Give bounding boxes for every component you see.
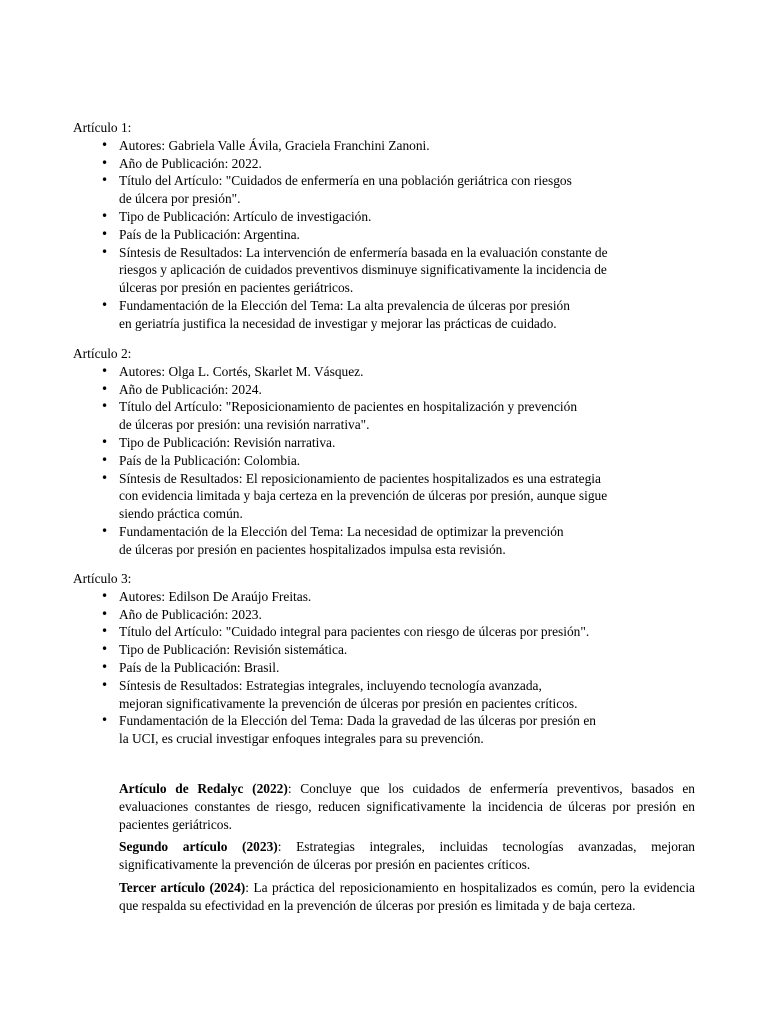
summary-paragraph: Tercer artículo (2024): La práctica del reposicionamiento en hospitalizados es común, pero la evidencia que respalda su efectividad en la prevención de úlceras por presión es limitada y de baja certeza. xyxy=(119,879,695,913)
list-item: • Tipo de Publicación: Revisión narrativa. xyxy=(73,434,693,452)
list-item: • Año de Publicación: 2024. xyxy=(73,381,693,399)
summary-paragraph: Artículo de Redalyc (2022): Concluye que los cuidados de enfermería preventivos, basados en evaluaciones constantes de riesgo, reducen significativamente la incidencia de úlceras por presión en pacientes geriátricos. xyxy=(119,781,695,832)
list-item: • Síntesis de Resultados: El reposicionamiento de pacientes hospitalizados es una estrategia con evidencia limitada y baja certeza en la prevención de úlceras por presión, aunque sigue siendo práctica común. xyxy=(73,470,693,523)
list-item: • Fundamentación de la Elección del Tema: La alta prevalencia de úlceras por presión en geriatría justifica la necesidad de investigar y mejorar las prácticas de cuidado. xyxy=(73,297,693,333)
summary-label: Tercer artículo (2024) xyxy=(119,879,246,895)
article-heading: Artículo 2: xyxy=(73,346,132,361)
article-1 xyxy=(73,119,693,333)
list-item: • Autores: Olga L. Cortés, Skarlet M. Vásquez. xyxy=(73,363,693,381)
summary-paragraph: Segundo artículo (2023): Estrategias integrales, incluidas tecnologías avanzadas, mejoran significativamente la prevención de úlceras por presión en pacientes críticos. xyxy=(119,839,695,873)
article-details-list xyxy=(73,137,693,333)
article-details-list xyxy=(73,363,693,559)
list-item: • Fundamentación de la Elección del Tema: La necesidad de optimizar la prevención de úlceras por presión en pacientes hospitalizados impulsa esta revisión. xyxy=(73,523,693,559)
list-item: • País de la Publicación: Colombia. xyxy=(73,452,693,470)
list-item: • Título del Artículo: "Reposicionamiento de pacientes en hospitalización y prevención de úlceras por presión: una revisión narrativa". xyxy=(73,398,693,434)
list-item: • Fundamentación de la Elección del Tema: Dada la gravedad de las úlceras por presión en la UCI, es crucial investigar enfoques integrales para su prevención. xyxy=(73,712,693,748)
list-item: • Año de Publicación: 2022. xyxy=(73,155,693,173)
article-3 xyxy=(73,570,693,748)
list-item: • Tipo de Publicación: Artículo de investigación. xyxy=(73,208,693,226)
article-heading: Artículo 1: xyxy=(73,120,132,135)
list-item: • Año de Publicación: 2023. xyxy=(73,606,693,624)
summary-section xyxy=(119,780,695,920)
list-item: • Síntesis de Resultados: Estrategias integrales, incluyendo tecnología avanzada, mejoran significativamente la prevención de úlceras por presión en pacientes críticos. xyxy=(73,677,693,713)
article-heading: Artículo 3: xyxy=(73,571,132,586)
list-item: • Autores: Edilson De Araújo Freitas. xyxy=(73,588,693,606)
list-item: • País de la Publicación: Brasil. xyxy=(73,659,693,677)
list-item: • Autores: Gabriela Valle Ávila, Graciela Franchini Zanoni. xyxy=(73,137,693,155)
article-details-list xyxy=(73,588,693,748)
summary-label: Artículo de Redalyc (2022) xyxy=(119,781,288,796)
list-item: • Título del Artículo: "Cuidado integral para pacientes con riesgo de úlceras por presión". xyxy=(73,623,693,641)
list-item: • Tipo de Publicación: Revisión sistemática. xyxy=(73,641,693,659)
list-item: • País de la Publicación: Argentina. xyxy=(73,226,693,244)
list-item: • Síntesis de Resultados: La intervención de enfermería basada en la evaluación constante de riesgos y aplicación de cuidados preventivos disminuye significativamente la incidencia de úlceras por presión en pacientes geriátricos. xyxy=(73,244,693,297)
summary-label: Segundo artículo (2023) xyxy=(119,839,278,855)
list-item: • Título del Artículo: "Cuidados de enfermería en una población geriátrica con riesgos de úlcera por presión". xyxy=(73,172,693,208)
article-2 xyxy=(73,345,693,559)
